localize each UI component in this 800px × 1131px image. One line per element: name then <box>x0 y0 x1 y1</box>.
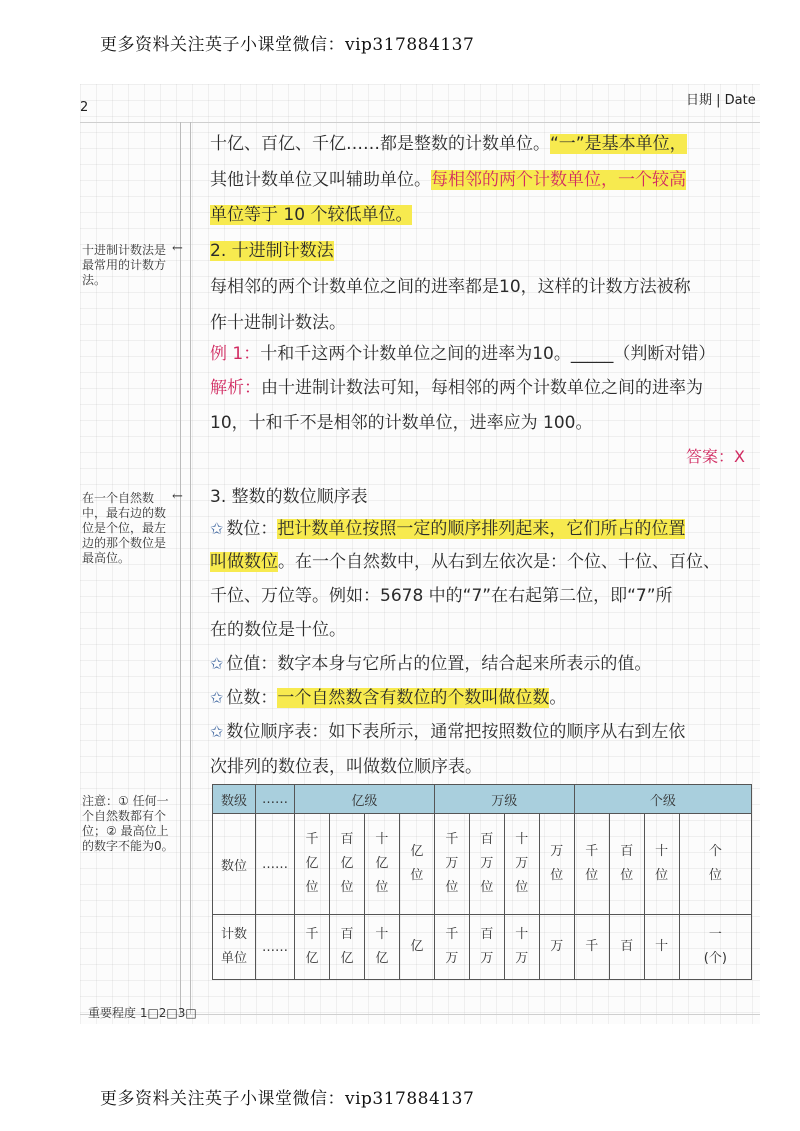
header-rule <box>80 122 760 123</box>
intro-text-2: 其他计数单位又叫辅助单位。 <box>210 170 431 190</box>
place-value-table <box>212 784 752 980</box>
table-cell <box>469 814 504 915</box>
table-cell <box>434 814 469 915</box>
table-cell <box>329 814 364 915</box>
cell-text: 个位 <box>708 844 722 883</box>
cell-text: 十万 <box>515 927 529 966</box>
header-cell-dots: …… <box>256 785 295 814</box>
cell-text: 百 <box>620 939 634 954</box>
def-count-label: 位数： <box>226 688 278 708</box>
cell-text: 百万位 <box>480 832 494 895</box>
table-cell <box>644 915 679 980</box>
side-note-notice: 注意：① 任何一个自然数都有个位；② 最高位上的数字不能为0。 <box>82 794 174 853</box>
cell-text: 十万位 <box>515 832 529 895</box>
analysis-line <box>210 378 703 398</box>
cell-text: 亿位 <box>410 844 424 883</box>
date-label: 日期 | Date <box>686 93 756 108</box>
cell-text: 百亿 <box>340 927 354 966</box>
analysis-label: 解析： <box>210 378 261 398</box>
table-cell <box>574 915 609 980</box>
table-cell <box>679 814 751 915</box>
def-table-text: 数位顺序表：如下表所示，通常把按照数位的顺序从右到左依 <box>226 722 686 742</box>
watermark-top: 更多资料关注英子小课堂微信：vip317884137 <box>100 35 475 55</box>
header-cell-wan: 万级 <box>434 785 574 814</box>
def-digit-line-2 <box>210 552 720 572</box>
table-cell <box>504 814 539 915</box>
analysis-line-2: 10，十和千不是相邻的计数单位，进率应为 100。 <box>210 413 593 433</box>
intro-line-2 <box>210 170 686 190</box>
sec2-p1: 每相邻的两个计数单位之间的进率都是10，这样的计数方法被称 <box>210 277 691 297</box>
side-note-decimal: 十进制计数法是最常用的计数方法。 <box>82 243 167 287</box>
intro-text-1: 十亿、百亿、千亿……都是整数的计数单位。 <box>210 134 550 154</box>
sec2-p2: 作十进制计数法。 <box>210 313 346 333</box>
intro-line-1 <box>210 134 687 154</box>
table-cell <box>329 915 364 980</box>
table-cell <box>434 915 469 980</box>
star-icon: ✩ <box>210 519 224 538</box>
table-cell <box>295 915 330 980</box>
cell-text: 十亿 <box>375 927 389 966</box>
def-count-line <box>210 688 566 708</box>
def-digit-highlight-2: 叫做数位 <box>210 552 278 572</box>
star-icon: ✩ <box>210 722 224 741</box>
page-number: 2 <box>80 100 89 115</box>
cell-text: 千位 <box>585 844 599 883</box>
intro-highlight-2: 每相邻的两个计数单位，一个较高 <box>431 170 686 190</box>
def-digit-label: 数位： <box>226 519 278 539</box>
def-count-end: 。 <box>549 688 567 708</box>
table-cell <box>644 814 679 915</box>
cell-text: 计数单位 <box>220 927 247 966</box>
def-value-line <box>210 654 651 674</box>
table-header-row <box>213 785 752 814</box>
intro-highlight-3: 单位等于 10 个较低单位。 <box>210 205 413 225</box>
example-text: 十和千这两个计数单位之间的进率为10。_____（判断对错） <box>260 344 716 364</box>
def-value-text: 位值：数字本身与它所占的位置，结合起来所表示的值。 <box>226 654 652 674</box>
table-cell <box>399 915 434 980</box>
table-cell <box>609 915 644 980</box>
section2-title-line <box>210 241 334 261</box>
cell-text: 千万 <box>445 927 459 966</box>
intro-highlight-1: “一”是基本单位， <box>550 134 687 154</box>
cell-text: 千亿 <box>305 927 319 966</box>
cell-text: 十位 <box>655 844 669 883</box>
section3-title: 3. 整数的数位顺序表 <box>210 487 368 507</box>
def-digit-line-4: 在的数位是十位。 <box>210 620 346 640</box>
def-digit-line-3: 千位、万位等。例如：5678 中的“7”在右起第二位，即“7”所 <box>210 586 673 606</box>
importance-rating: 重要程度 1□2□3□ <box>88 1006 197 1020</box>
cell-text: 十亿位 <box>375 832 389 895</box>
header-cell-ge: 个级 <box>574 785 751 814</box>
arrow-icon-2: ← <box>172 489 183 504</box>
table-cell <box>574 814 609 915</box>
cell-text: 十 <box>655 939 669 954</box>
margin-line-2 <box>190 122 191 1014</box>
table-row-unit <box>213 915 752 980</box>
table-cell <box>295 814 330 915</box>
header-cell-level: 数级 <box>213 785 256 814</box>
table-cell <box>364 814 399 915</box>
row-label-digit: 数位 <box>213 814 256 915</box>
cell-text: 百亿位 <box>340 832 354 895</box>
header-cell-yi: 亿级 <box>295 785 435 814</box>
row-dots-unit: …… <box>256 915 295 980</box>
def-digit-line-1 <box>210 519 685 539</box>
watermark-bottom: 更多资料关注英子小课堂微信：vip317884137 <box>100 1089 475 1109</box>
section2-title: 2. 十进制计数法 <box>210 241 334 261</box>
def-table-line-2: 次排列的数位表，叫做数位顺序表。 <box>210 757 482 777</box>
analysis-text: 由十进制计数法可知，每相邻的两个计数单位之间的进率为 <box>261 378 703 398</box>
table-cell <box>399 814 434 915</box>
table-cell <box>539 814 574 915</box>
table-row-digit <box>213 814 752 915</box>
def-digit-rest: 。在一个自然数中，从右到左依次是：个位、十位、百位、 <box>278 552 720 572</box>
cell-text: 亿 <box>410 939 424 954</box>
cell-text: 一(个) <box>703 927 727 966</box>
table-cell <box>539 915 574 980</box>
table-cell <box>364 915 399 980</box>
answer-text: 答案：X <box>686 447 745 466</box>
arrow-icon: ← <box>172 241 183 256</box>
table-cell <box>469 915 504 980</box>
table-cell <box>679 915 751 980</box>
table-cell <box>609 814 644 915</box>
cell-text: 万 <box>550 939 564 954</box>
def-count-highlight: 一个自然数含有数位的个数叫做位数 <box>277 688 550 708</box>
side-note-position: 在一个自然数中，最右边的数位是个位，最左边的那个数位是最高位。 <box>82 491 167 565</box>
def-table-line <box>210 722 685 742</box>
cell-text: 百位 <box>620 844 634 883</box>
cell-text: 万位 <box>550 844 564 883</box>
cell-text: 千亿位 <box>305 832 319 895</box>
row-dots-digit: …… <box>256 814 295 915</box>
table-cell <box>504 915 539 980</box>
cell-text: 百万 <box>480 927 494 966</box>
example-label: 例 1： <box>210 344 261 364</box>
cell-text: 千万位 <box>445 832 459 895</box>
intro-line-3 <box>210 205 412 225</box>
def-digit-highlight: 把计数单位按照一定的顺序排列起来，它们所占的位置 <box>277 519 686 539</box>
star-icon: ✩ <box>210 688 224 707</box>
star-icon: ✩ <box>210 654 224 673</box>
example-line <box>210 344 715 364</box>
cell-text: 千 <box>585 939 599 954</box>
row-label-unit <box>213 915 256 980</box>
